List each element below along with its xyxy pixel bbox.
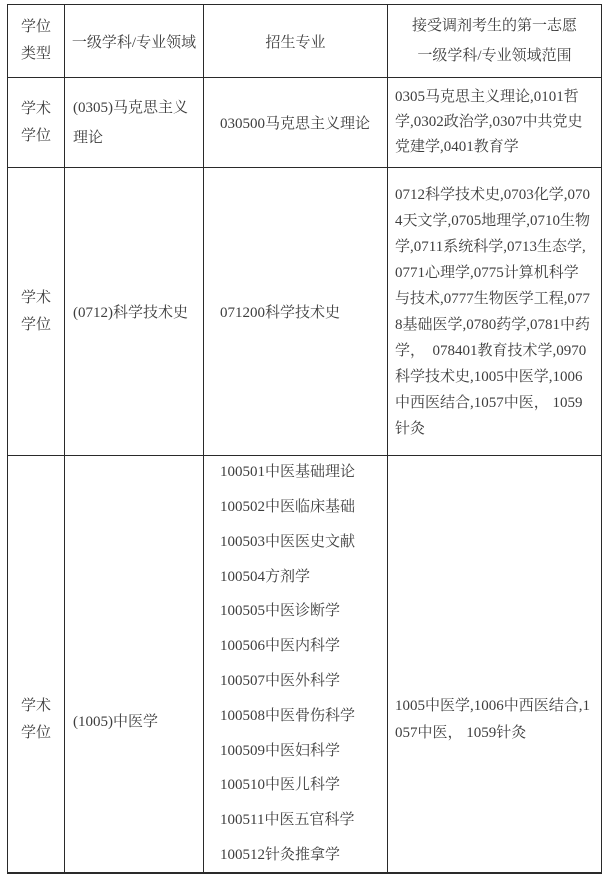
row3-degree-type-cell xyxy=(8,456,65,872)
row2-major: 071200科学技术史 xyxy=(220,305,341,321)
row1-discipline: (0305)马克思主义理论 xyxy=(73,99,188,146)
row1-degree-type: 学术学位 xyxy=(20,100,51,144)
major-item: 100508中医骨伤科学 xyxy=(220,707,356,724)
row3-discipline-cell xyxy=(65,456,204,872)
major-item: 100501中医基础理论 xyxy=(220,464,356,481)
row1-accepted-scope: 0305马克思主义理论,0101哲学,0302政治学,0307中共党史党建学,0401教育学 xyxy=(395,89,583,155)
major-item: 100510中医儿科学 xyxy=(220,777,341,794)
row3-degree-type: 学术学位 xyxy=(20,698,51,741)
row2-accepted-scope-cell xyxy=(388,168,601,456)
row1-major-cell xyxy=(204,78,388,168)
row1-degree-type-cell xyxy=(8,78,65,168)
row2-degree-type-cell xyxy=(8,168,65,456)
major-item: 100502中医临床基础 xyxy=(220,499,356,516)
major-item: 100507中医外科学 xyxy=(220,673,341,689)
row3-discipline: (1005)中医学 xyxy=(73,713,158,730)
major-item: 100504方剂学 xyxy=(220,568,311,585)
header-cell-degree-type xyxy=(8,5,65,78)
major-item: 100512针灸推拿学 xyxy=(220,846,341,863)
header-major-label: 招生专业 xyxy=(265,34,326,51)
header-cell-transfer-scope xyxy=(388,5,601,78)
major-item: 100505中医诊断学 xyxy=(220,603,341,620)
row3-major-cell xyxy=(204,456,388,872)
row3-accepted-scope-cell xyxy=(388,456,601,872)
major-item: 100509中医妇科学 xyxy=(220,742,341,759)
row1-accepted-scope-cell xyxy=(388,78,601,168)
header-cell-discipline xyxy=(65,5,204,78)
header-degree-type-label: 学位类型 xyxy=(20,19,51,62)
row2-accepted-scope: 0712科学技术史,0703化学,0704天文学,0705地理学,0710生物学,0711系统科学,0713生态学,0771心理学,0775计算机科学与技术,0777生物医学工程,0778基础医学,0780药学,0781中药学， 078401教育技术学,0970科学技术史,1005中医学,1006中西医结合,1057中医， 1059针灸 xyxy=(395,186,591,437)
header-cell-major xyxy=(204,5,388,78)
major-item: 100506中医内科学 xyxy=(220,638,341,655)
major-list xyxy=(220,456,355,872)
major-item: 100503中医医史文献 xyxy=(220,533,356,550)
row2-discipline-cell xyxy=(65,168,204,456)
major-item: 100511中医五官科学 xyxy=(220,812,355,829)
header-transfer-scope-line1: 接受调剂考生的第一志愿 xyxy=(411,18,577,34)
header-transfer-scope-line2: 一级学科/专业领域范围 xyxy=(417,48,572,64)
row3-accepted-scope: 1005中医学,1006中西医结合,1057中医， 1059针灸 xyxy=(395,698,591,741)
row1-discipline-cell xyxy=(65,78,204,168)
admission-transfer-table xyxy=(7,4,602,874)
row2-degree-type: 学术学位 xyxy=(20,289,51,333)
row1-major: 030500马克思主义理论 xyxy=(220,116,371,132)
row2-discipline: (0712)科学技术史 xyxy=(73,305,188,321)
row2-major-cell xyxy=(204,168,388,456)
header-discipline-label: 一级学科/专业领域 xyxy=(71,34,197,51)
